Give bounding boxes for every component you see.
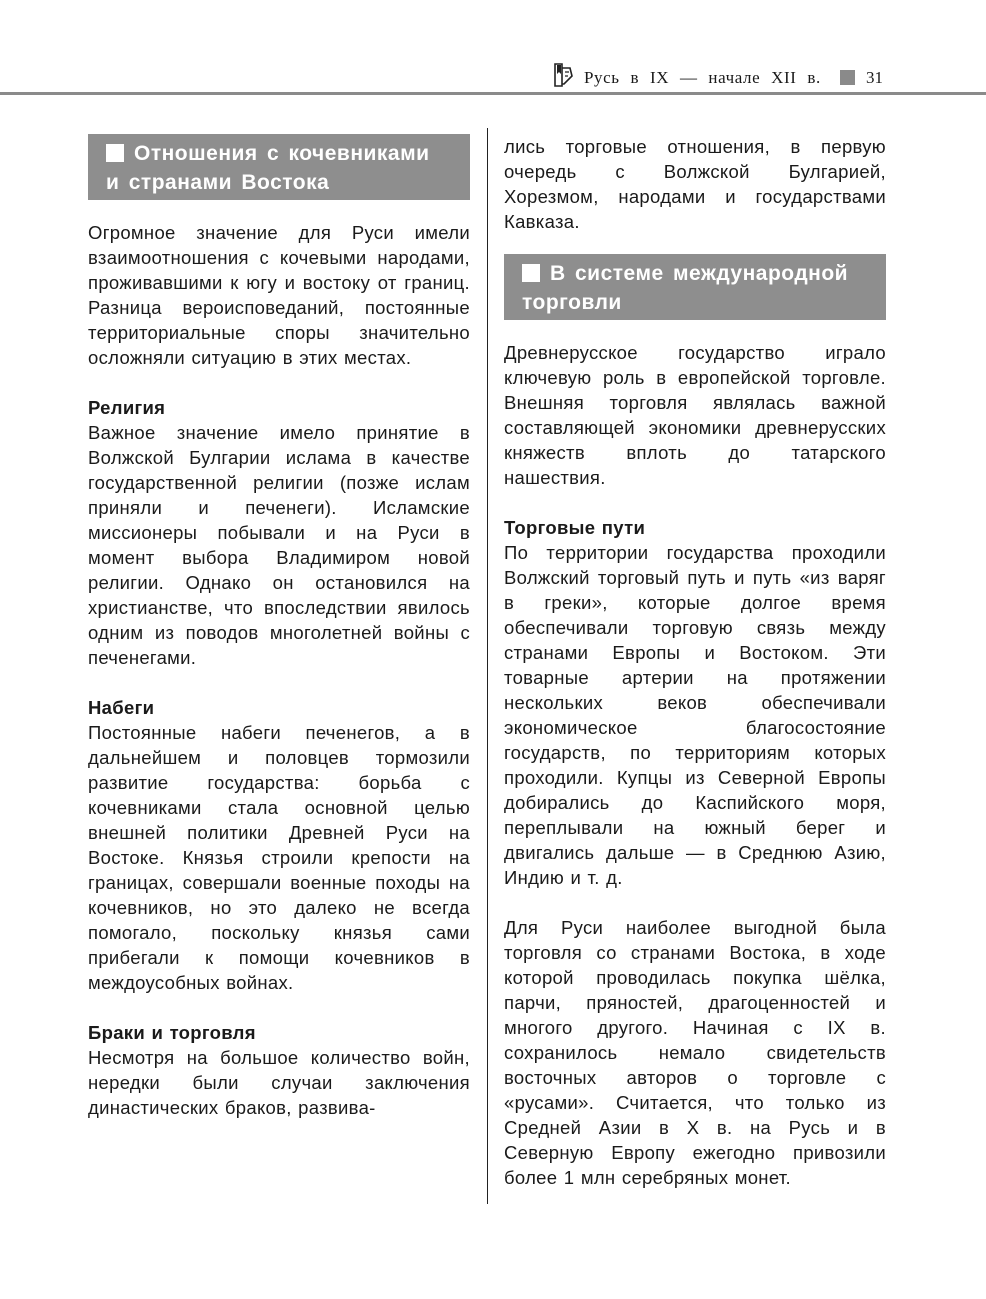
intro-paragraph-trade: Древнерусское государство играло ключевую роль в европейской торговле. Внешняя торговля являлась важной составляющей экономики древнерусских княжеств вплоть до татарского нашествия. <box>504 342 886 488</box>
left-column <box>88 134 470 1120</box>
page-number: 31 <box>866 68 883 87</box>
heading-square-icon <box>522 264 540 282</box>
header-rule <box>0 92 986 95</box>
continuation-paragraph: лись торговые отношения, в первую очередь с Волжской Булгарией, Хорезмом, народами и государствами Кавказа. <box>504 136 886 232</box>
subheading-trade-routes: Торговые пути <box>504 517 646 538</box>
heading-square-icon <box>106 144 124 162</box>
intro-paragraph: Огромное значение для Руси имели взаимоотношения с кочевыми народами, проживавшими к югу и востоку от границ. Разница вероисповеданий, постоянные территориальные споры значительно осложняли ситуацию в этих местах. <box>88 222 470 368</box>
subheading-raids: Набеги <box>88 697 155 718</box>
section-heading-trade <box>504 254 886 320</box>
section-heading <box>88 134 470 200</box>
running-head-marker <box>840 70 855 85</box>
running-head <box>0 58 986 94</box>
paragraph-marriages: Несмотря на большое количество войн, нередки были случаи заключения династических браков, развива- <box>88 1047 470 1118</box>
paragraph-raids: Постоянные набеги печенегов, а в дальнейшем и половцев тормозили развитие государства: борьба с кочевниками стала основной целью внешней политики Древней Руси на Востоке. Князья строили крепости на границах, совершали военные походы на кочевников, но это далеко не всегда помогало, поскольку князья сами прибегали к помощи кочевников в междоусобных войнах. <box>88 722 470 993</box>
right-column <box>504 134 886 1190</box>
running-head-title: Русь в IX — начале XII в. <box>584 68 821 87</box>
paragraph-east-trade: Для Руси наиболее выгодной была торговля со странами Востока, в ходе которой проводилась покупка шёлка, парчи, пряностей, драгоценностей и многого другого. Начиная с IX в. сохранилось немало свидетельств восточных авторов о торговле с «русами». Считается, что только из Средней Азии в X в. на Русь и в Северную Европу ежегодно привозили более 1 млн серебряных монет. <box>504 917 886 1188</box>
bookmark-book-icon <box>552 62 574 93</box>
paragraph-trade-routes: По территории государства проходили Волжский торговый путь и путь «из варяг в греки», которые долгое время обеспечивали торговую связь между странами Европы и Востоком. Эти товарные артерии на протяжении нескольких веков обеспечивали экономическое благосостояние государств, по территориям которых проходили. Купцы из Северной Европы добирались до Каспийского моря, переплывали на южный берег и двигались дальше — в Среднюю Азию, Индию и т. д. <box>504 542 886 888</box>
paragraph-religion: Важное значение имело принятие в Волжской Булгарии ислама в качестве государственной религии (позже ислам приняли и печенеги). Исламские миссионеры побывали и на Руси в момент выбора Владимиром новой религии. Однако он остановился на христианстве, что впоследствии явилось одним из поводов многолетней войны с печенегами. <box>88 422 470 668</box>
column-divider <box>487 128 488 1204</box>
subheading-marriages: Браки и торговля <box>88 1022 256 1043</box>
heading-text: Отношения с кочевниками и странами Востока <box>106 142 430 194</box>
subheading-religion: Религия <box>88 397 166 418</box>
heading-text: В системе международной торговли <box>522 262 849 314</box>
